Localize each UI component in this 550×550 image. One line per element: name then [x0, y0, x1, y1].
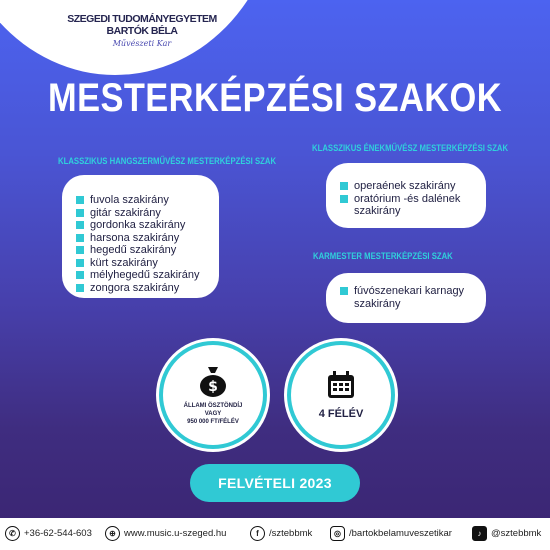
scholarship-line-1: ÁLLAMI ÖSZTÖNDÍJ: [183, 403, 243, 409]
svg-text:$: $: [208, 379, 218, 395]
list-item-label: kürt szakirány: [90, 256, 158, 269]
list-item-label: operaének szakirány: [354, 180, 456, 192]
bullet-icon: [76, 209, 84, 217]
bullet-icon: [340, 182, 348, 190]
list-item: [76, 194, 219, 207]
website-link[interactable]: [105, 526, 226, 541]
list-item-label: fuvola szakirány: [90, 194, 169, 206]
conductor-list: [340, 285, 476, 310]
calendar-icon: [326, 370, 356, 400]
list-item: [340, 180, 478, 193]
conductor-card: [326, 273, 486, 323]
list-item-label: oratórium -és dalének szakirány: [354, 192, 461, 217]
phone-contact[interactable]: [5, 526, 92, 541]
list-item-label: mélyhegedű szakirány: [90, 269, 200, 281]
bullet-icon: [76, 234, 84, 242]
vocal-card: [326, 163, 486, 228]
list-item: [76, 282, 219, 295]
vocal-list: [340, 180, 478, 218]
bullet-icon: [76, 259, 84, 267]
admission-button[interactable]: FELVÉTELI 2023: [190, 464, 360, 502]
bullet-icon: [76, 246, 84, 254]
instagram-link[interactable]: [330, 526, 452, 541]
page-title: MESTERKÉPZÉSI SZAKOK: [48, 76, 502, 120]
tiktok-handle: @sztebbmk: [491, 528, 542, 539]
bullet-icon: [76, 271, 84, 279]
instagram-icon: ◎: [330, 526, 345, 541]
list-item: [76, 207, 219, 220]
section-title-vocal: KLASSZIKUS ÉNEKMŰVÉSZ MESTERKÉPZÉSI SZAK: [312, 143, 509, 153]
scholarship-line-3: 950 000 FT/FÉLÉV: [187, 419, 239, 425]
list-item: [76, 244, 219, 257]
logo-line-2: BARTÓK BÉLA: [106, 25, 178, 37]
list-item-label: fúvószenekari karnagy szakirány: [354, 285, 465, 310]
list-item: [340, 285, 476, 310]
list-item: [76, 219, 219, 232]
bullet-icon: [76, 196, 84, 204]
list-item: [340, 193, 478, 218]
duration-label: 4 FÉLÉV: [318, 408, 364, 420]
facebook-handle: /sztebbmk: [269, 528, 313, 539]
list-item-label: zongora szakirány: [90, 281, 180, 294]
instrumental-list: [76, 194, 219, 294]
tiktok-link[interactable]: [472, 526, 541, 541]
logo-line-3: Művészeti Kar: [112, 39, 172, 48]
phone-number: +36-62-544-603: [24, 528, 92, 539]
bullet-icon: [76, 221, 84, 229]
instagram-handle: /bartokbelamuveszetikar: [349, 528, 452, 539]
scholarship-line-2: VAGY: [204, 411, 222, 417]
list-item: [76, 232, 219, 245]
facebook-icon: f: [250, 526, 265, 541]
section-title-instrumental: KLASSZIKUS HANGSZERMŰVÉSZ MESTERKÉPZÉSI SZAK: [58, 156, 277, 166]
bullet-icon: [76, 284, 84, 292]
university-logo[interactable]: [52, 13, 232, 51]
bullet-icon: [340, 195, 348, 203]
contact-footer: [0, 518, 550, 550]
list-item-label: gitár szakirány: [90, 206, 161, 219]
instrumental-card: [62, 175, 219, 298]
bullet-icon: [340, 287, 348, 295]
list-item-label: hegedű szakirány: [90, 244, 177, 256]
globe-icon: ⊕: [105, 526, 120, 541]
section-title-conductor: KARMESTER MESTERKÉPZÉSI SZAK: [313, 251, 453, 261]
duration-badge: [291, 345, 391, 445]
website-url: www.music.u-szeged.hu: [124, 528, 227, 539]
list-item-label: gordonka szakirány: [90, 219, 186, 231]
facebook-link[interactable]: [250, 526, 312, 541]
logo-line-1: SZEGEDI TUDOMÁNYEGYETEM: [67, 13, 217, 25]
tiktok-icon: ♪: [472, 526, 487, 541]
phone-icon: ✆: [5, 526, 20, 541]
list-item: [76, 257, 219, 270]
scholarship-badge: [163, 345, 263, 445]
money-bag-icon: [198, 364, 228, 398]
list-item-label: harsona szakirány: [90, 231, 180, 244]
list-item: [76, 269, 219, 282]
